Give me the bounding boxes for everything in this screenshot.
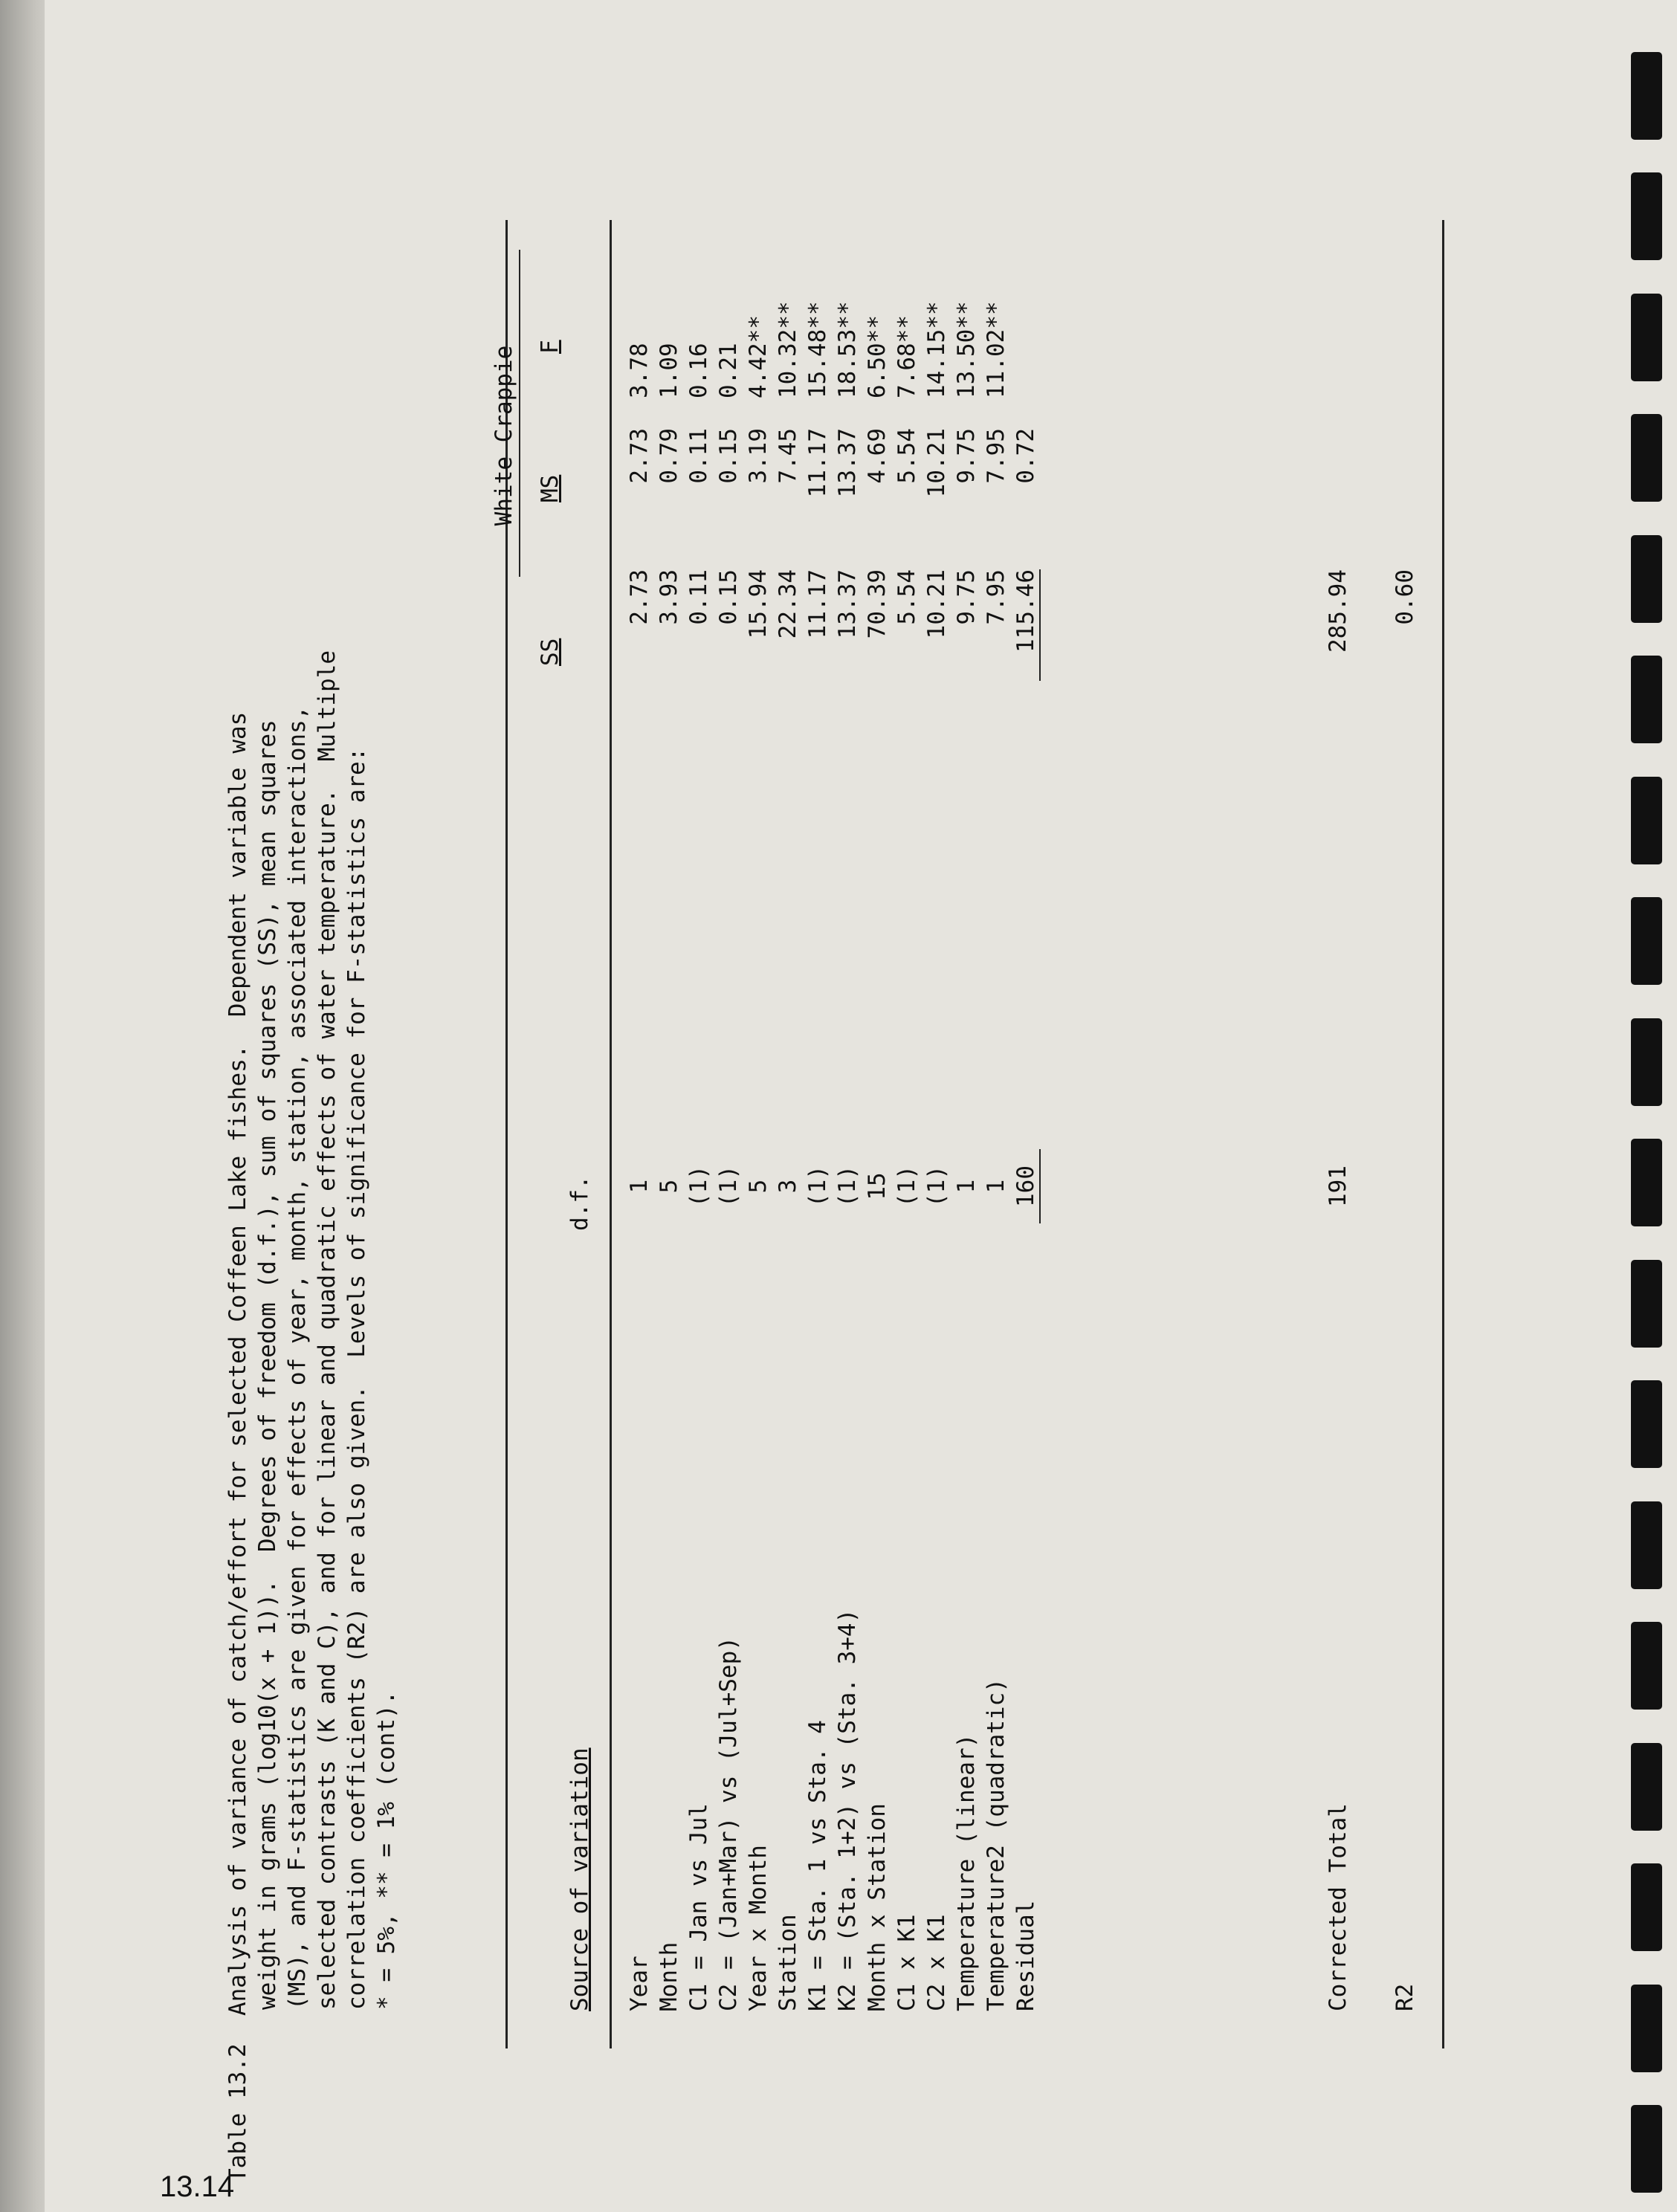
row-ss: 5.54 — [894, 569, 920, 625]
row-ss: 11.17 — [804, 569, 831, 639]
row-f: 14.15** — [923, 301, 950, 398]
row-source: Residual — [1012, 1900, 1039, 2011]
binding-hole — [1631, 2105, 1662, 2193]
row-source: Year — [626, 1956, 653, 2011]
rotated-table-content — [223, 42, 1621, 2182]
caption-line: weight in grams (log10(x + 1)). Degrees of freedom (d.f.), sum of squares (SS), mean squares — [254, 719, 281, 2010]
row-ms: 9.75 — [953, 428, 980, 484]
caption-line: (MS), and F-statistics are given for effects of year, month, station, associated interactions, — [284, 705, 311, 2010]
row-source: C2 = (Jan+Mar) vs (Jul+Sep) — [715, 1637, 742, 2011]
table-row — [714, 153, 743, 2011]
row-ss: 70.39 — [864, 569, 891, 639]
row-source: Temperature2 (quadratic) — [983, 1678, 1009, 2011]
group-rule — [519, 250, 520, 577]
row-ss: 13.37 — [834, 569, 861, 639]
row-ms: 0.72 — [1012, 428, 1039, 484]
row-f: 15.48** — [804, 301, 831, 398]
row-ms: 7.95 — [983, 428, 1009, 484]
header-source: Source of variation — [566, 1747, 593, 2011]
row-source: K2 = (Sta. 1+2) vs (Sta. 3+4) — [834, 1608, 861, 2011]
row-source: Station — [775, 1914, 801, 2011]
row-df: 1 — [953, 1179, 980, 1194]
table-row — [624, 153, 654, 2011]
row-ss: 285.94 — [1325, 569, 1351, 653]
binding-hole — [1631, 1260, 1662, 1348]
row-df: 15 — [864, 1172, 891, 1200]
row-ss: 22.34 — [775, 569, 801, 639]
row-df: (1) — [804, 1165, 831, 1207]
binding-hole — [1631, 1501, 1662, 1589]
row-ss: 0.15 — [715, 569, 742, 625]
row-ss: 0.11 — [685, 569, 712, 625]
row-ms: 4.69 — [864, 428, 891, 484]
binding-hole — [1631, 1863, 1662, 1951]
row-df: 1 — [626, 1179, 653, 1194]
row-df: 191 — [1325, 1165, 1351, 1207]
table-caption — [223, 86, 401, 2182]
row-df: 160 — [1012, 1165, 1039, 1207]
binding-hole — [1631, 294, 1662, 381]
sum-underline — [1039, 569, 1041, 681]
row-ss: 10.21 — [923, 569, 950, 639]
binding-hole — [1631, 1380, 1662, 1468]
header-df: d.f. — [566, 1175, 593, 1231]
row-df: (1) — [894, 1165, 920, 1207]
row-source: C1 x K1 — [894, 1914, 920, 2011]
row-ms: 11.17 — [804, 428, 831, 498]
row-df: 1 — [983, 1179, 1009, 1194]
row-df: 3 — [775, 1179, 801, 1194]
row-f: 1.09 — [656, 343, 682, 398]
row-source: Temperature (linear) — [953, 1733, 980, 2011]
row-ms: 0.79 — [656, 428, 682, 484]
caption-line: correlation coefficients (R2) are also given. Levels of significance for F-statistics are: — [343, 747, 370, 2010]
row-df: (1) — [834, 1165, 861, 1207]
table-row — [981, 153, 1011, 2011]
row-ss: 2.73 — [626, 569, 653, 625]
sum-underline — [1039, 1149, 1041, 1223]
row-source: Corrected Total — [1325, 1803, 1351, 2011]
row-ss: 3.93 — [656, 569, 682, 625]
row-f: 13.50** — [953, 301, 980, 398]
row-source: R2 — [1392, 1983, 1418, 2011]
header-group: White Crappie — [491, 345, 517, 526]
table-row-r2 — [1390, 153, 1420, 2011]
row-ms: 10.21 — [923, 428, 950, 498]
binding-hole — [1631, 897, 1662, 985]
binding-hole — [1631, 656, 1662, 743]
table-row — [833, 153, 862, 2011]
binding-hole — [1631, 52, 1662, 140]
binding-hole — [1631, 1985, 1662, 2072]
header-f: F — [537, 340, 563, 354]
row-ms: 0.15 — [715, 428, 742, 484]
binding-hole — [1631, 1622, 1662, 1710]
row-f: 3.78 — [626, 343, 653, 398]
row-df: (1) — [715, 1165, 742, 1207]
row-ms: 0.11 — [685, 428, 712, 484]
header-rule — [610, 220, 612, 2048]
binding-hole — [1631, 535, 1662, 623]
table-row — [922, 153, 951, 2011]
caption-line: Table 13.2 Analysis of variance of catch/effort for selected Coffeen Lake fishes. Dependent variable was — [224, 711, 251, 2182]
binding-hole — [1631, 1743, 1662, 1831]
row-ms: 13.37 — [834, 428, 861, 498]
row-ms: 7.45 — [775, 428, 801, 484]
binding-hole — [1631, 172, 1662, 260]
table-row — [803, 153, 833, 2011]
row-f: 6.50** — [864, 315, 891, 398]
row-f: 11.02** — [983, 301, 1009, 398]
row-f: 4.42** — [745, 315, 772, 398]
caption-line: * = 5%, ** = 1% (cont). — [373, 1690, 400, 2010]
table-row — [684, 153, 714, 2011]
header-ms: MS — [537, 474, 563, 502]
row-df: (1) — [685, 1165, 712, 1207]
page-number: 13.14 — [160, 2170, 235, 2203]
binding-hole — [1631, 1018, 1662, 1106]
row-df: (1) — [923, 1165, 950, 1207]
row-source: Year x Month — [745, 1845, 772, 2011]
row-source: Month — [656, 1941, 682, 2011]
row-f: 0.16 — [685, 343, 712, 398]
table-row — [743, 153, 773, 2011]
table-row — [654, 153, 684, 2011]
binding-hole — [1631, 1139, 1662, 1226]
row-ss: 115.46 — [1012, 569, 1039, 653]
row-f: 0.21 — [715, 343, 742, 398]
row-source: C2 x K1 — [923, 1914, 950, 2011]
row-source: Month x Station — [864, 1803, 891, 2011]
table-row — [773, 153, 803, 2011]
binding-hole — [1631, 414, 1662, 502]
table-row-total — [1323, 153, 1353, 2011]
table-row — [862, 153, 892, 2011]
row-f: 10.32** — [775, 301, 801, 398]
row-source: C1 = Jan vs Jul — [685, 1803, 712, 2011]
table-row — [951, 153, 981, 2011]
row-f: 7.68** — [894, 315, 920, 398]
row-ss: 7.95 — [983, 569, 1009, 625]
table-bottom-rule — [1442, 220, 1444, 2048]
row-ms: 2.73 — [626, 428, 653, 484]
row-ms: 5.54 — [894, 428, 920, 484]
row-ss: 9.75 — [953, 569, 980, 625]
row-ss: 15.94 — [745, 569, 772, 639]
row-ss: 0.60 — [1392, 569, 1418, 625]
table-row — [1011, 153, 1041, 2011]
row-source: K1 = Sta. 1 vs Sta. 4 — [804, 1720, 831, 2011]
row-ms: 3.19 — [745, 428, 772, 484]
row-df: 5 — [745, 1179, 772, 1194]
row-df: 5 — [656, 1179, 682, 1194]
row-f: 18.53** — [834, 301, 861, 398]
table-row — [892, 153, 922, 2011]
caption-line: selected contrasts (K and C), and for linear and quadratic effects of water temperature. Multiple — [314, 650, 340, 2010]
binding-hole — [1631, 777, 1662, 864]
header-ss: SS — [537, 638, 563, 666]
binding-holes — [1631, 52, 1662, 2193]
